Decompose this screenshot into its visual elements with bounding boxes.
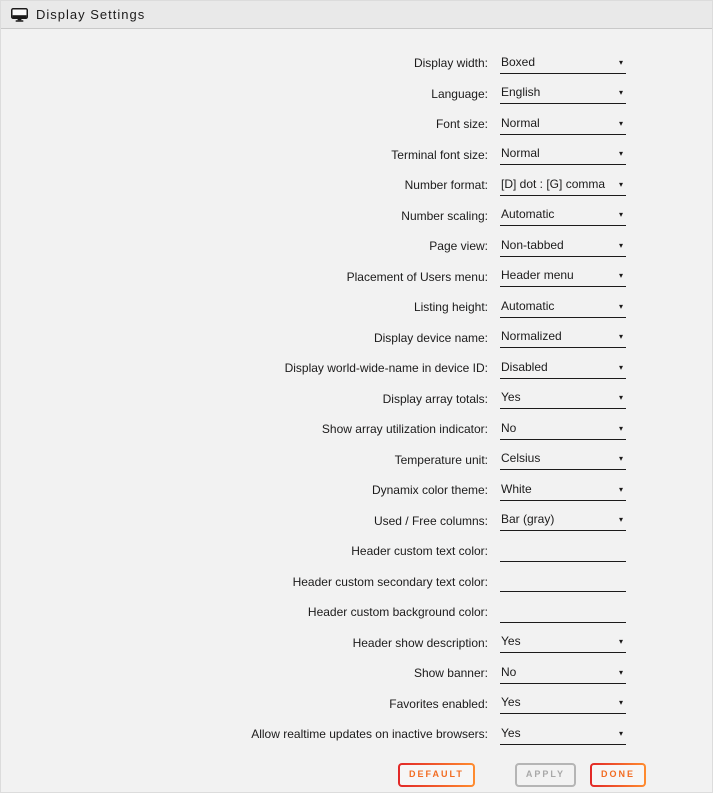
setting-control: [500, 388, 626, 409]
setting-control: [500, 236, 626, 257]
setting-row: [1, 140, 712, 171]
users-menu-placement-select[interactable]: [500, 266, 626, 287]
setting-control: [500, 663, 626, 684]
allow-realtime-updates-select-wrap: [500, 724, 626, 745]
display-width-select[interactable]: [500, 53, 626, 74]
setting-control: [500, 83, 626, 104]
chevron-down-icon: ▾: [618, 210, 623, 220]
setting-control: [500, 266, 626, 287]
setting-control: [500, 602, 626, 623]
setting-row: [1, 79, 712, 110]
font-size-label: Font size:: [435, 117, 488, 132]
chevron-down-icon: ▾: [618, 57, 623, 67]
setting-row: [1, 658, 712, 689]
setting-row: [1, 689, 712, 720]
display-device-name-label: Display device name:: [373, 330, 488, 345]
setting-control: [500, 449, 626, 470]
display-array-totals-label: Display array totals:: [382, 391, 488, 406]
show-banner-label: Show banner:: [413, 666, 488, 681]
dynamix-color-theme-select[interactable]: [500, 480, 626, 501]
chevron-down-icon: ▾: [618, 179, 623, 189]
display-array-totals-select[interactable]: [500, 388, 626, 409]
used-free-columns-select-wrap: [500, 510, 626, 531]
chevron-down-icon: ▾: [618, 484, 623, 494]
number-format-select[interactable]: [500, 175, 626, 196]
temperature-unit-select-wrap: [500, 449, 626, 470]
dynamix-color-theme-label: Dynamix color theme:: [371, 483, 488, 498]
setting-control: [500, 327, 626, 348]
chevron-down-icon: ▾: [618, 667, 623, 677]
header-custom-secondary-text-color-label: Header custom secondary text color:: [292, 574, 488, 589]
chevron-down-icon: ▾: [618, 637, 623, 647]
temperature-unit-select[interactable]: [500, 449, 626, 470]
header-custom-background-color-input[interactable]: [500, 602, 626, 623]
chevron-down-icon: ▾: [618, 88, 623, 98]
language-label: Language:: [431, 86, 488, 101]
terminal-font-size-select-wrap: [500, 144, 626, 165]
display-array-totals-select-wrap: [500, 388, 626, 409]
page-view-select[interactable]: [500, 236, 626, 257]
default-button[interactable]: DEFAULT: [398, 763, 475, 787]
chevron-down-icon: ▾: [618, 515, 623, 525]
setting-row: [1, 170, 712, 201]
header-custom-secondary-text-color-input[interactable]: [500, 571, 626, 592]
display-wwn-in-device-id-select[interactable]: [500, 358, 626, 379]
chevron-down-icon: ▾: [618, 728, 623, 738]
setting-control: [500, 53, 626, 74]
font-size-select[interactable]: [500, 114, 626, 135]
language-select[interactable]: [500, 83, 626, 104]
header-custom-text-color-input[interactable]: [500, 541, 626, 562]
display-width-label: Display width:: [413, 56, 488, 71]
temperature-unit-label: Temperature unit:: [394, 452, 488, 467]
setting-control: [500, 480, 626, 501]
header-show-description-select-wrap: [500, 632, 626, 653]
setting-row: [1, 48, 712, 79]
setting-row: [1, 201, 712, 232]
settings-form: [1, 29, 712, 750]
chevron-down-icon: ▾: [618, 118, 623, 128]
favorites-enabled-select[interactable]: [500, 693, 626, 714]
setting-row: [1, 292, 712, 323]
used-free-columns-label: Used / Free columns:: [373, 513, 488, 528]
number-scaling-label: Number scaling:: [401, 208, 488, 223]
setting-row: [1, 567, 712, 598]
setting-row: [1, 628, 712, 659]
setting-control: [500, 571, 626, 592]
setting-control: [500, 144, 626, 165]
setting-row: [1, 445, 712, 476]
listing-height-select-wrap: [500, 297, 626, 318]
language-select-wrap: [500, 83, 626, 104]
action-buttons: [398, 763, 712, 787]
display-device-name-select-wrap: [500, 327, 626, 348]
setting-control: [500, 419, 626, 440]
setting-row: [1, 414, 712, 445]
show-array-utilization-indicator-select[interactable]: [500, 419, 626, 440]
setting-row: [1, 353, 712, 384]
terminal-font-size-label: Terminal font size:: [391, 147, 488, 162]
setting-control: [500, 205, 626, 226]
header-show-description-select[interactable]: [500, 632, 626, 653]
done-button[interactable]: DONE: [590, 763, 646, 787]
dynamix-color-theme-select-wrap: [500, 480, 626, 501]
chevron-down-icon: ▾: [618, 332, 623, 342]
number-scaling-select[interactable]: [500, 205, 626, 226]
listing-height-label: Listing height:: [413, 300, 488, 315]
chevron-down-icon: ▾: [618, 454, 623, 464]
show-array-utilization-indicator-select-wrap: [500, 419, 626, 440]
setting-control: [500, 175, 626, 196]
setting-row: [1, 719, 712, 750]
setting-control: [500, 510, 626, 531]
show-banner-select[interactable]: [500, 663, 626, 684]
page-view-label: Page view:: [429, 239, 488, 254]
setting-row: [1, 536, 712, 567]
favorites-enabled-label: Favorites enabled:: [389, 696, 488, 711]
page-view-select-wrap: [500, 236, 626, 257]
number-scaling-select-wrap: [500, 205, 626, 226]
setting-control: [500, 358, 626, 379]
show-array-utilization-indicator-label: Show array utilization indicator:: [321, 422, 488, 437]
setting-row: [1, 475, 712, 506]
display-width-select-wrap: [500, 53, 626, 74]
setting-control: [500, 297, 626, 318]
header-custom-background-color-label: Header custom background color:: [307, 605, 488, 620]
display-wwn-in-device-id-select-wrap: [500, 358, 626, 379]
number-format-label: Number format:: [404, 178, 488, 193]
setting-row: [1, 262, 712, 293]
font-size-select-wrap: [500, 114, 626, 135]
users-menu-placement-select-wrap: [500, 266, 626, 287]
setting-control: [500, 114, 626, 135]
display-device-name-select[interactable]: [500, 327, 626, 348]
monitor-icon: [11, 8, 28, 22]
chevron-down-icon: ▾: [618, 149, 623, 159]
apply-button[interactable]: APPLY: [515, 763, 576, 787]
page-title: Display Settings: [36, 7, 146, 22]
display-wwn-in-device-id-label: Display world-wide-name in device ID:: [284, 361, 488, 376]
number-format-select-wrap: [500, 175, 626, 196]
setting-row: [1, 506, 712, 537]
show-banner-select-wrap: [500, 663, 626, 684]
header-show-description-label: Header show description:: [352, 635, 488, 650]
allow-realtime-updates-select[interactable]: [500, 724, 626, 745]
chevron-down-icon: ▾: [618, 362, 623, 372]
setting-control: [500, 632, 626, 653]
setting-control: [500, 724, 626, 745]
setting-row: [1, 231, 712, 262]
chevron-down-icon: ▾: [618, 240, 623, 250]
header-custom-text-color-label: Header custom text color:: [351, 544, 488, 559]
chevron-down-icon: ▾: [618, 423, 623, 433]
users-menu-placement-label: Placement of Users menu:: [346, 269, 488, 284]
setting-row: [1, 323, 712, 354]
listing-height-select[interactable]: [500, 297, 626, 318]
chevron-down-icon: ▾: [618, 271, 623, 281]
titlebar: [1, 1, 712, 29]
terminal-font-size-select[interactable]: [500, 144, 626, 165]
chevron-down-icon: ▾: [618, 393, 623, 403]
allow-realtime-updates-label: Allow realtime updates on inactive browsers:: [251, 727, 488, 742]
setting-row: [1, 109, 712, 140]
setting-row: [1, 384, 712, 415]
favorites-enabled-select-wrap: [500, 693, 626, 714]
used-free-columns-select[interactable]: [500, 510, 626, 531]
setting-control: [500, 541, 626, 562]
setting-row: [1, 597, 712, 628]
setting-control: [500, 693, 626, 714]
chevron-down-icon: ▾: [618, 301, 623, 311]
chevron-down-icon: ▾: [618, 698, 623, 708]
